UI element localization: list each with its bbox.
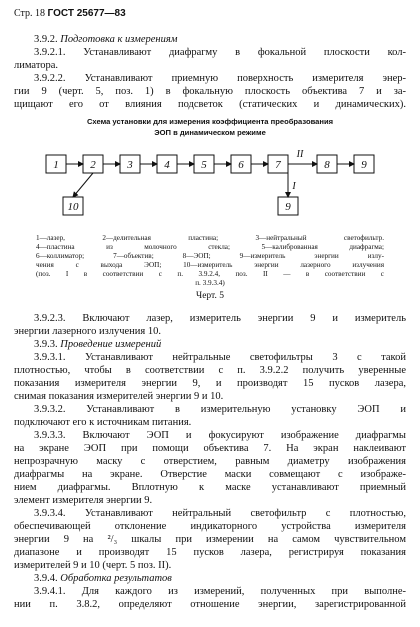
- paragraph-line: энергии лазерного излучения 10.: [14, 326, 161, 337]
- paragraph-line: 3.9.3.1. Устанавливают нейтральные светофильтры 3 с такой: [34, 352, 406, 363]
- paragraph-line: подключают его к источникам питания.: [14, 417, 192, 428]
- legend-line: 1—лазер, 2—делительная пластина; 3—нейтральный светофильтр.: [36, 234, 384, 242]
- figure-caption-line-2: ЭОП в динамическом режиме: [154, 128, 266, 137]
- page-number: Стр. 18: [14, 8, 46, 19]
- paragraph-line: на экране ЭОП при помощи объектива 7. На экран наклеивают: [14, 443, 406, 454]
- paragraph-line: 3.9.3.4. Устанавливают нейтральный светофильтр с плотностью,: [34, 508, 406, 519]
- paragraph-line: 3.9.3.3. Включают ЭОП и фокусируют изображение диафрагмы: [34, 430, 406, 441]
- paragraph-line: показания измерителя энергии 9, и производят 15 пусков лазера,: [14, 378, 406, 389]
- paragraph-line: нием диафрагмы. Вплотную к маске устанавливают приемный: [14, 482, 406, 493]
- position-label-II: II: [296, 149, 304, 160]
- paragraph-line: щищают его от влияния подсветок (статических и динамических).: [14, 99, 406, 110]
- paragraph-line: нии п. 3.8.2, определяют отношение энергии, зарегистрированной: [14, 599, 406, 610]
- section-heading-3-9-2: 3.9.2. Подготовка к измерениям: [34, 34, 178, 45]
- paragraph-line: снимая показания измерителей энергии 9 и 10.: [14, 391, 224, 402]
- paragraph-line: энергии 9 на ²/₃ шкалы при измерении на самом чувствительном: [14, 534, 406, 545]
- block-label: 8: [324, 159, 330, 171]
- section-heading-3-9-4: 3.9.4. Обработка результатов: [34, 573, 172, 584]
- block-label: 5: [201, 159, 207, 171]
- section-heading-3-9-3: 3.9.3. Проведение измерений: [34, 339, 162, 350]
- legend-line: п. 3.9.3.4): [195, 279, 225, 287]
- legend-line: 6—коллиматор; 7—объектив; 8—ЭОП; 9—измеритель энергии излу-: [36, 252, 384, 260]
- paragraph-line: лиматора.: [14, 60, 59, 71]
- block-label: 2: [90, 159, 96, 171]
- block-label: 7: [275, 159, 281, 171]
- paragraph-line: плотностью, чтобы в соответствии с п. 3.9.2.2 получить уверенные: [14, 365, 406, 376]
- block-label: 6: [238, 159, 244, 171]
- standard-number: ГОСТ 25677—83: [47, 8, 126, 19]
- legend-line: 4—пластина из молочного стекла; 5—калиброванная диафрагма;: [36, 243, 384, 251]
- paragraph-line: 3.9.2.2. Устанавливают приемную поверхность измерителя энер-: [34, 73, 406, 84]
- figure-label: Черт. 5: [196, 291, 224, 301]
- paragraph-line: 3.9.4.1. Для каждого из измерений, полученных при выполне-: [34, 586, 406, 597]
- block-label: 4: [164, 159, 170, 171]
- splitter-branch-arrow: [73, 173, 93, 197]
- paragraph-line: элемент измерителя энергии 9.: [14, 495, 153, 506]
- paragraph-line: измерителей 9 и 10 (черт. 5 поз. II).: [14, 560, 172, 571]
- paragraph-line: непрозрачную маску с отверстием, равным диаметру изображения: [14, 456, 406, 467]
- block-label: 3: [127, 159, 133, 171]
- paragraph-line: гии 9 (черт. 5, поз. 1) в фокальную плоскость объектива 7 и за-: [14, 86, 406, 97]
- block-label: 10: [67, 201, 79, 213]
- paragraph-line: обеспечивающей отклонение индикаторного устройства измерителя: [14, 521, 406, 532]
- block-label: 9: [285, 201, 291, 213]
- legend-line: чения с выхода ЭОП; 10—измеритель энергии лазерного излучения: [36, 261, 384, 269]
- paragraph-line: диапазоне и производят 15 пусков лазера, регистрируя показания: [14, 547, 406, 558]
- block-label: 1: [53, 159, 59, 171]
- position-label-I: I: [292, 181, 296, 192]
- paragraph-line: 3.9.3.2. Устанавливают в измерительную установку ЭОП и: [34, 404, 406, 415]
- legend-line: (поз. I в соответствии с п. 3.9.2.4, поз. II — в соответствии с: [36, 270, 384, 278]
- paragraph-line: 3.9.2.3. Включают лазер, измеритель энергии 9 и измеритель: [34, 313, 406, 324]
- figure-caption-line-1: Схема установки для измерения коэффициента преобразования: [86, 117, 334, 126]
- paragraph-line: диафрагмы на экране. Отверстие маски совмещают с изображе-: [14, 469, 406, 480]
- block-label: 9: [361, 159, 367, 171]
- paragraph-line: 3.9.2.1. Устанавливают диафрагму в фокальной плоскости кол-: [34, 47, 406, 58]
